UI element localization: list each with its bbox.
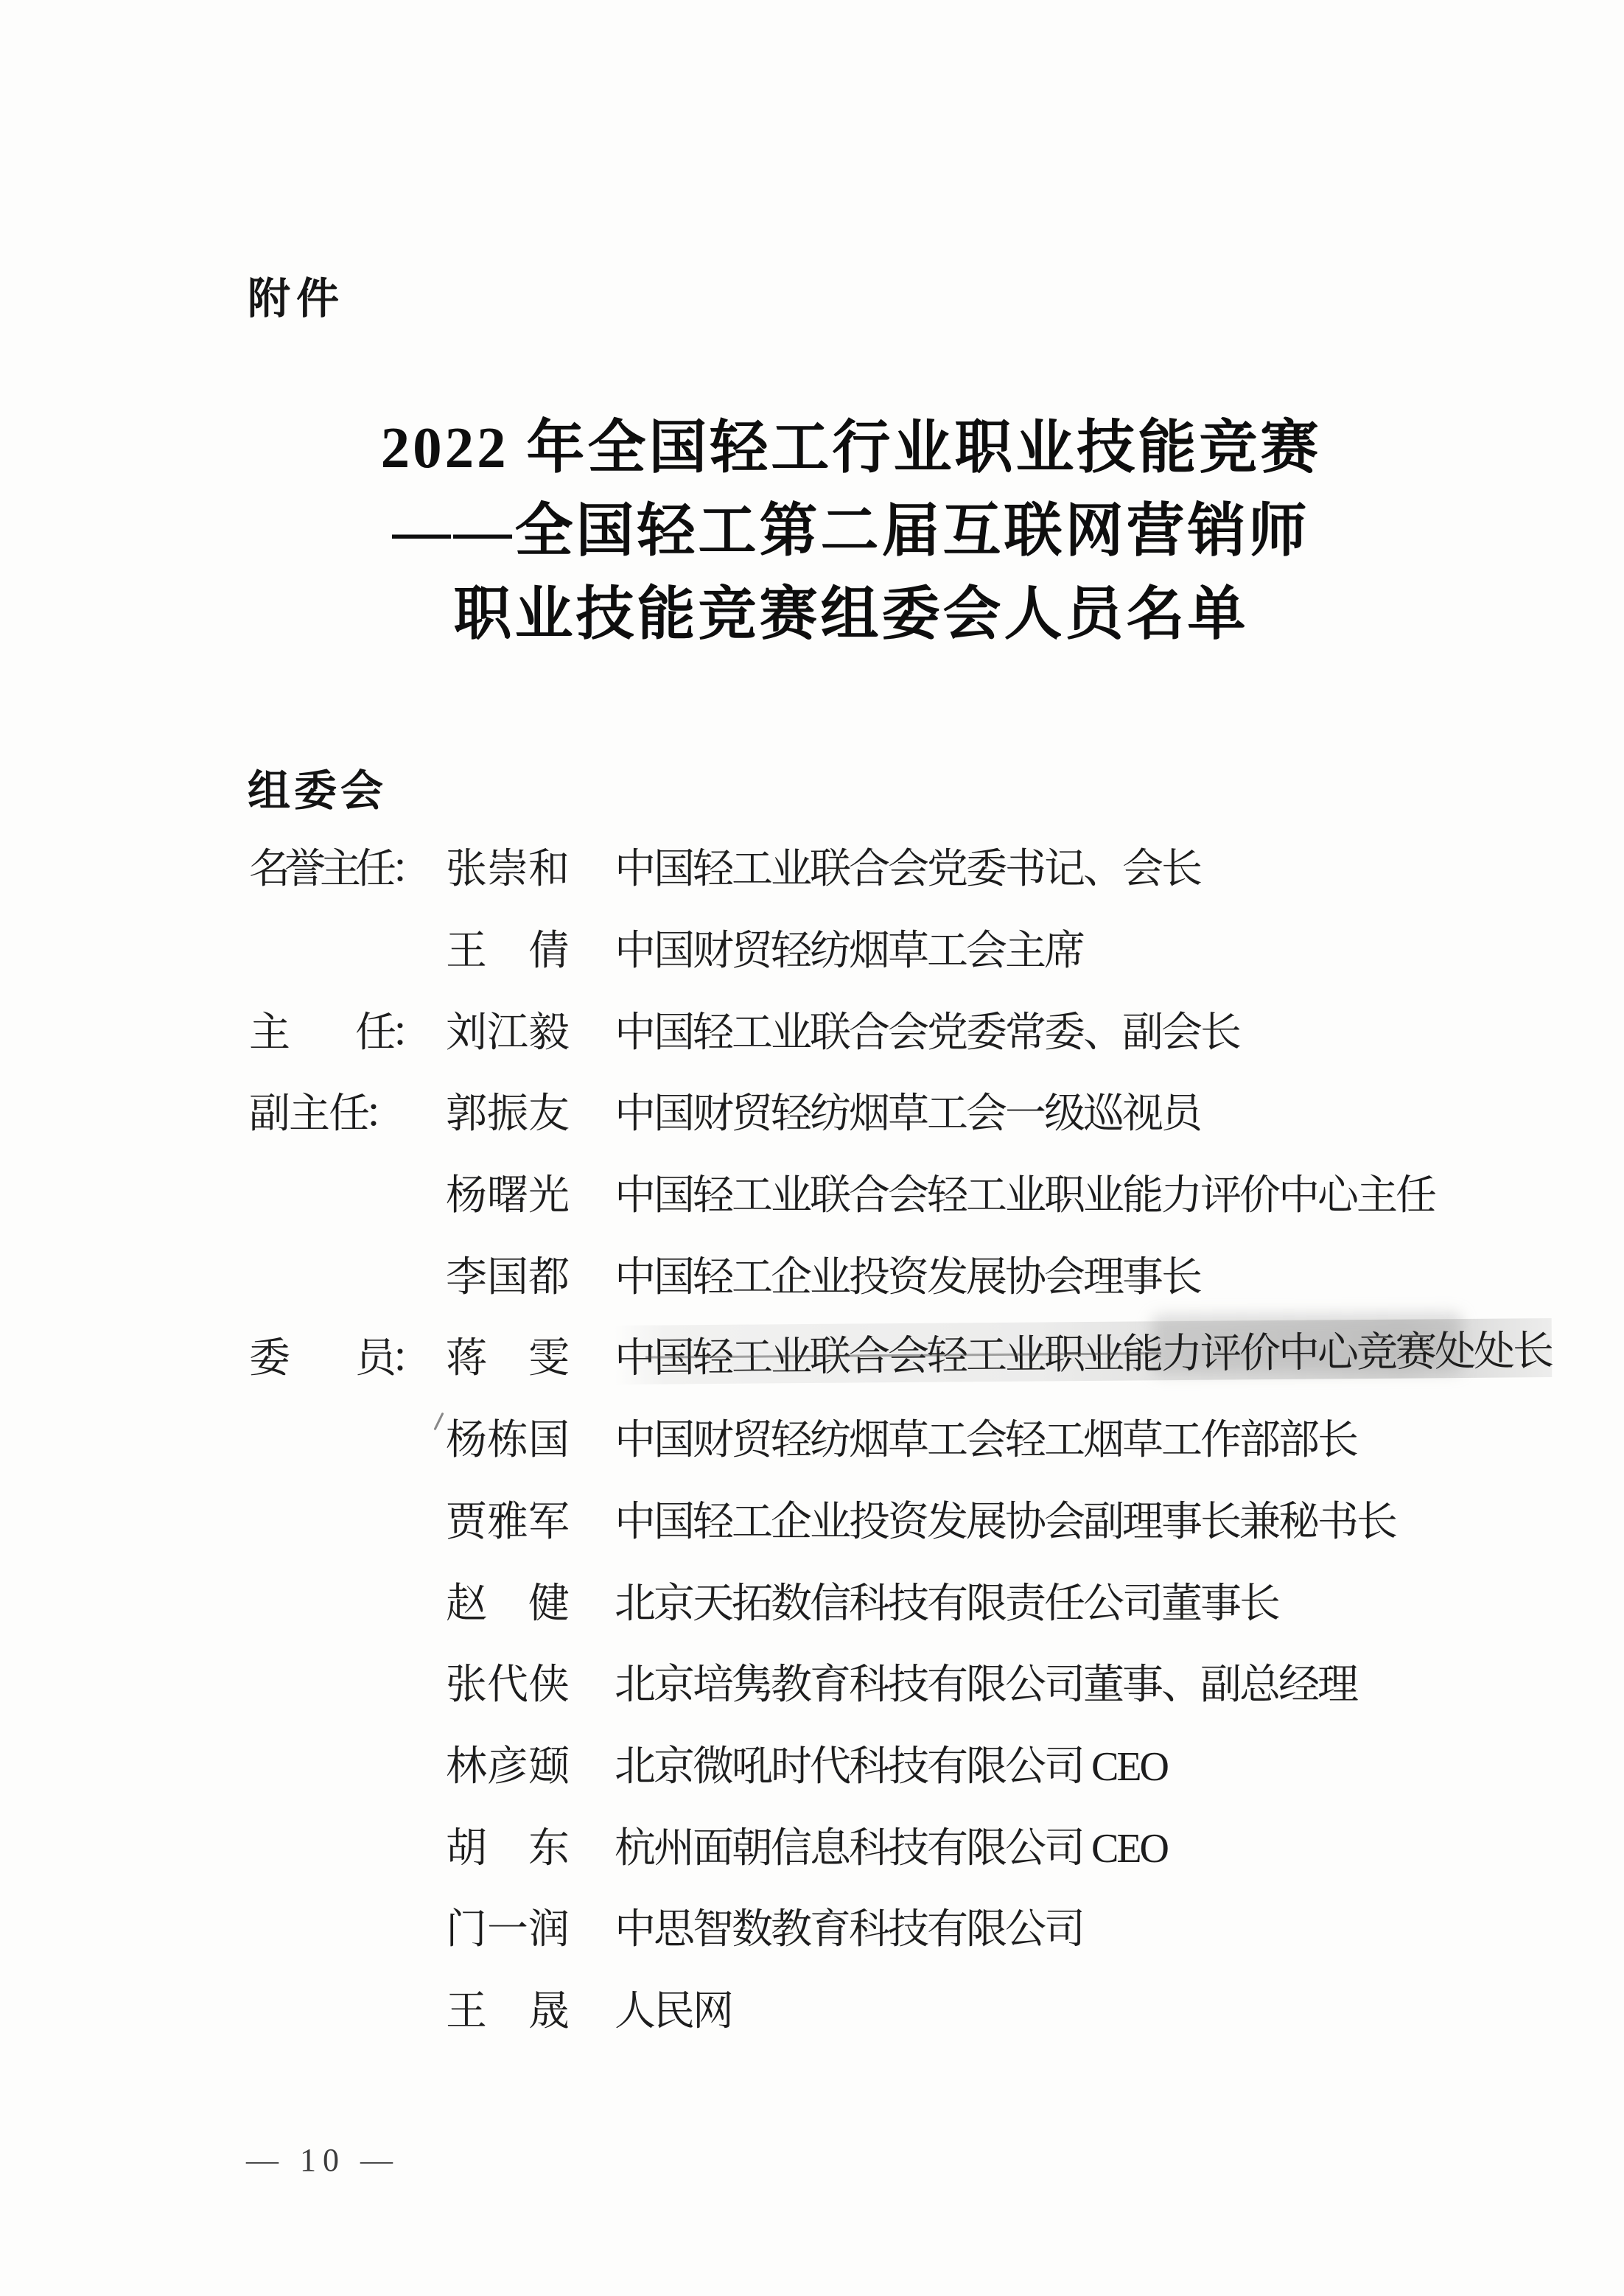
member-name: 杨栋国: [446, 1418, 570, 1464]
member-name: 蒋 雯: [446, 1336, 570, 1382]
role-label: 委 员：: [249, 1336, 426, 1382]
member-affiliation: 杭州面朝信息科技有限公司 CEO: [615, 1825, 1167, 1872]
title-line-1: 2022 年全国轻工行业职业技能竞赛: [380, 416, 1322, 480]
member-affiliation: 人民网: [615, 1988, 732, 2034]
member-name: 赵 健: [446, 1581, 570, 1627]
member-affiliation-smudged: 中国轻工业联合会轻工业职业能力评价中心竞赛处处长: [615, 1318, 1553, 1385]
roster-row: [249, 907, 1552, 989]
roster-row: [249, 1070, 1552, 1152]
document-title: [111, 407, 1592, 657]
roster-row: [249, 1315, 1552, 1396]
member-affiliation: 中国财贸轻纺烟草工会主席: [615, 928, 1083, 975]
roster-row: [249, 1886, 1552, 1967]
roster-row: [249, 1478, 1552, 1560]
roster-row: [249, 1723, 1552, 1805]
member-name: 王 晟: [446, 1988, 570, 2034]
member-affiliation: 北京培隽教育科技有限公司董事、副总经理: [615, 1662, 1357, 1709]
member-name: 郭振友: [446, 1091, 570, 1138]
member-affiliation: 中国轻工企业投资发展协会副理事长兼秘书长: [615, 1499, 1396, 1545]
member-name: 王 倩: [446, 928, 570, 975]
attachment-label: 附件: [248, 275, 346, 323]
member-name: 张代侠: [446, 1662, 570, 1709]
member-name: 门一润: [446, 1907, 570, 1953]
roster-row: [249, 825, 1552, 907]
member-affiliation: 北京天拓数信科技有限责任公司董事长: [615, 1581, 1278, 1627]
member-name: 刘江毅: [446, 1009, 570, 1056]
member-affiliation: 中国轻工业联合会党委常委、副会长: [615, 1009, 1239, 1056]
roster-row: [249, 1967, 1552, 2049]
member-name: 林彦颋: [446, 1743, 570, 1790]
page-number: — 10 —: [246, 2142, 399, 2178]
member-affiliation: 中国财贸轻纺烟草工会一级巡视员: [615, 1091, 1200, 1138]
member-name: 张崇和: [446, 847, 570, 893]
roster-row: [249, 1641, 1552, 1723]
role-label: 副 主 任：: [249, 1091, 399, 1138]
roster-row: [249, 988, 1552, 1070]
roster-row: [249, 1804, 1552, 1886]
roster: [249, 825, 1552, 2048]
role-label: 主 任：: [249, 1009, 426, 1056]
member-name: 胡 东: [446, 1825, 570, 1872]
member-affiliation: 中国轻工企业投资发展协会理事长: [615, 1254, 1200, 1301]
section-heading: 组委会: [248, 767, 388, 815]
roster-row: [249, 1559, 1552, 1641]
role-label: 名誉主任：: [249, 847, 426, 893]
member-affiliation: 中国财贸轻纺烟草工会轻工烟草工作部部长: [615, 1418, 1357, 1464]
member-name: 杨曙光: [446, 1173, 570, 1219]
member-name: 贾雅军: [446, 1499, 570, 1545]
roster-row: [249, 1152, 1552, 1233]
roster-row: [249, 1233, 1552, 1315]
roster-row: [249, 1396, 1552, 1478]
title-line-3: 职业技能竞赛组委会人员名单: [453, 583, 1249, 647]
member-affiliation: 中国轻工业联合会党委书记、会长: [615, 847, 1200, 893]
title-line-2: ——全国轻工第二届互联网营销师: [392, 500, 1310, 564]
member-affiliation: 中国轻工业联合会轻工业职业能力评价中心主任: [615, 1173, 1435, 1219]
member-affiliation: 中思智数教育科技有限公司: [615, 1907, 1083, 1953]
member-name: 李国都: [446, 1254, 570, 1301]
member-affiliation: 北京微吼时代科技有限公司 CEO: [615, 1743, 1167, 1790]
